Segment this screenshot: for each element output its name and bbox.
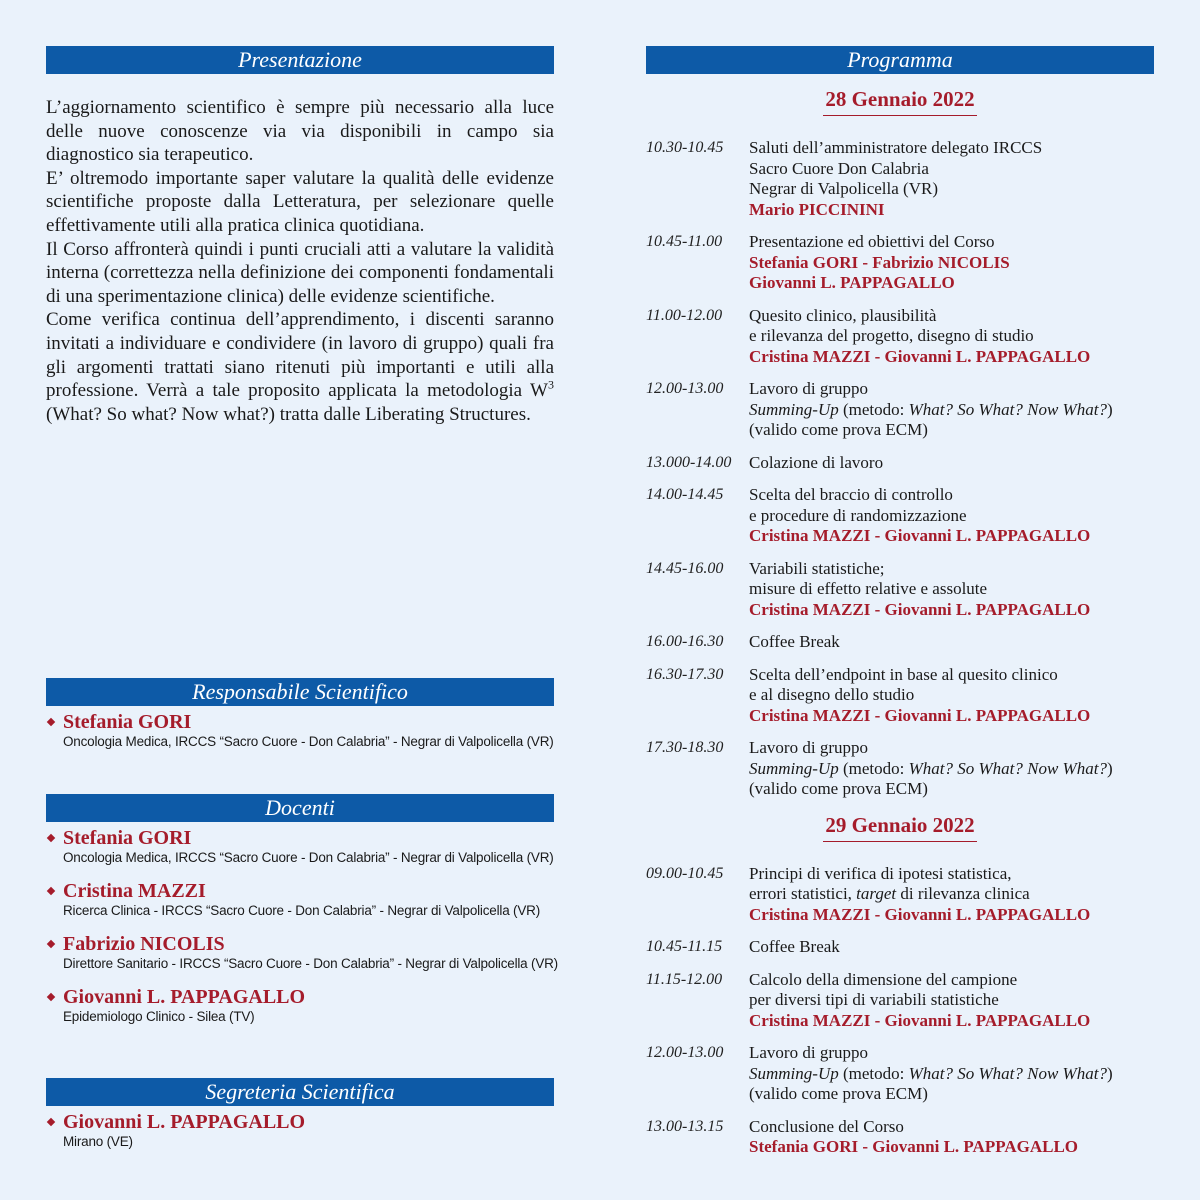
docenti-section	[46, 794, 558, 1026]
right-column	[646, 46, 1154, 1170]
item-time: 11.15-12.00	[646, 970, 723, 988]
segreteria-header: Segreteria Scientifica	[46, 1078, 554, 1106]
person-entry	[46, 880, 554, 920]
item-line: Saluti dell’amministratore delegato IRCCS	[749, 138, 1043, 157]
docenti-header: Docenti	[46, 794, 554, 822]
diamond-bullet-icon	[47, 1118, 55, 1126]
presentazione-header: Presentazione	[46, 46, 554, 74]
item-time: 17.30-18.30	[646, 739, 724, 756]
item-line	[749, 759, 1113, 780]
item-description	[749, 864, 1090, 926]
person-affiliation: Oncologia Medica, IRCCS “Sacro Cuore - Don Calabria” - Negrar di Valpolicella (VR)	[63, 734, 554, 749]
person-name-text: Stefania GORI	[63, 711, 192, 733]
program-items	[646, 864, 1154, 1158]
item-emphasis: Summing-Up	[749, 1063, 839, 1083]
day-heading	[646, 813, 1154, 842]
item-text: errori statistici,	[749, 884, 857, 903]
diamond-bullet-icon	[47, 887, 55, 895]
intro-paragraph: E’ oltremodo importante saper valutare la qualità delle evidenze scientifiche proposte dalla Letteratura, per selezionare quelle effettivamente utili alla pratica clinica quotidiana.	[46, 167, 554, 236]
person-name	[46, 933, 554, 955]
program-item	[646, 232, 1154, 294]
item-line: e rilevanza del progetto, disegno di studio	[749, 326, 1034, 345]
item-line	[749, 884, 1090, 905]
segreteria-section	[46, 1078, 554, 1151]
item-text: (metodo:	[838, 1063, 909, 1083]
item-emphasis: What? So What? Now What?	[908, 1063, 1107, 1083]
item-time: 12.00-13.00	[646, 380, 724, 397]
program-item	[646, 306, 1154, 368]
item-emphasis: target	[856, 884, 897, 903]
item-line: Presentazione ed obiettivi del Corso	[749, 232, 995, 251]
item-time: 16.00-16.30	[646, 633, 724, 650]
day-date: 29 Gennaio 2022	[823, 813, 976, 842]
item-line: Negrar di Valpolicella (VR)	[749, 179, 938, 198]
item-line	[749, 1064, 1113, 1085]
person-name-text: Giovanni L. PAPPAGALLO	[63, 1111, 306, 1133]
item-time: 09.00-10.45	[646, 864, 724, 882]
day-date: 28 Gennaio 2022	[823, 87, 976, 116]
item-time: 10.45-11.15	[646, 938, 723, 955]
intro-paragraph: Il Corso affronterà quindi i punti cruciali atti a valutare la validità interna (correttezza nella definizione dei componenti fondamentali di una sperimentazione clinica) delle evidenze scientifiche.	[46, 238, 554, 307]
item-speaker: Cristina MAZZI - Giovanni L. PAPPAGALLO	[749, 1010, 1091, 1030]
item-description	[749, 738, 1113, 800]
intro-text: (What? So what? Now what?) tratta dalle Liberating Structures.	[46, 403, 531, 425]
item-description	[749, 232, 1010, 294]
programma-days	[646, 87, 1154, 1158]
person-name-text: Cristina MAZZI	[63, 880, 206, 902]
item-time: 14.45-16.00	[646, 559, 724, 577]
intro-superscript: 3	[548, 377, 554, 392]
diamond-bullet-icon	[47, 718, 55, 726]
item-description	[749, 379, 1113, 441]
intro-text: Come verifica continua dell’apprendimento, i discenti saranno invitati a individuare e condividere (in lavoro di gruppo) quali fra gli argomenti trattati siano ritenuti più importanti e utili alla professione. Verrà a tale proposito applicata la metodologia W	[46, 309, 554, 402]
program-item	[646, 1117, 1154, 1158]
item-description	[749, 970, 1090, 1032]
item-time: 13.00-13.15	[646, 1117, 724, 1135]
item-line: Coffee Break	[749, 632, 840, 651]
person-name-text: Fabrizio NICOLIS	[63, 933, 225, 955]
item-emphasis: Summing-Up	[749, 758, 839, 778]
intro-paragraph	[46, 308, 554, 426]
item-time: 10.45-11.00	[646, 233, 723, 250]
item-line: Colazione di lavoro	[749, 452, 884, 472]
program-item	[646, 632, 1154, 653]
segreteria-list	[46, 1111, 554, 1151]
item-line: e al disegno dello studio	[749, 685, 915, 704]
item-description	[749, 485, 1090, 547]
item-line: per diversi tipi di variabili statistiche	[749, 990, 999, 1009]
item-emphasis: Summing-Up	[749, 399, 839, 419]
item-time: 13.000-14.00	[646, 453, 732, 471]
diamond-bullet-icon	[47, 993, 55, 1001]
program-day	[646, 813, 1154, 1158]
item-description	[749, 632, 840, 653]
item-time: 11.00-12.00	[646, 306, 723, 324]
item-line: Lavoro di gruppo	[749, 1043, 868, 1062]
program-day	[646, 87, 1154, 800]
docenti-list	[46, 827, 558, 1026]
program-item	[646, 138, 1154, 220]
program-items	[646, 138, 1154, 800]
item-time: 12.00-13.00	[646, 1044, 724, 1061]
person-name	[46, 986, 554, 1008]
diamond-bullet-icon	[47, 834, 55, 842]
item-description	[749, 306, 1090, 368]
day-heading	[646, 87, 1154, 116]
item-time: 10.30-10.45	[646, 139, 724, 156]
item-line: e procedure di randomizzazione	[749, 505, 967, 525]
item-line: Principi di verifica di ipotesi statistica,	[749, 863, 1012, 883]
item-line: (valido come prova ECM)	[749, 779, 928, 798]
item-speaker: Cristina MAZZI - Giovanni L. PAPPAGALLO	[749, 346, 1091, 366]
person-affiliation: Epidemiologo Clinico - Silea (TV)	[63, 1009, 255, 1024]
item-text: (metodo:	[838, 758, 909, 778]
item-line: Calcolo della dimensione del campione	[749, 969, 1018, 989]
person-entry	[46, 827, 554, 867]
item-speaker: Cristina MAZZI - Giovanni L. PAPPAGALLO	[749, 904, 1091, 924]
person-affiliation: Oncologia Medica, IRCCS “Sacro Cuore - Don Calabria” - Negrar di Valpolicella (VR)	[63, 850, 554, 865]
person-entry	[46, 711, 554, 751]
responsabile-section	[46, 678, 554, 751]
item-speaker: Cristina MAZZI - Giovanni L. PAPPAGALLO	[749, 599, 1091, 619]
presentazione-text	[46, 96, 554, 426]
program-item	[646, 453, 1154, 474]
program-item	[646, 1043, 1154, 1105]
item-emphasis: What? So What? Now What?	[908, 399, 1107, 419]
program-item	[646, 864, 1154, 926]
left-column	[46, 46, 558, 1149]
item-line: Sacro Cuore Don Calabria	[749, 158, 929, 178]
item-description	[749, 453, 883, 474]
program-item	[646, 379, 1154, 441]
item-line: Variabili statistiche;	[749, 558, 885, 578]
item-line: misure di effetto relative e assolute	[749, 579, 988, 598]
intro-paragraph: L’aggiornamento scientifico è sempre più necessario alla luce delle nuove conoscenze via via disponibili in campo sia diagnostico sia terapeutico.	[46, 97, 554, 166]
person-affiliation: Ricerca Clinica - IRCCS “Sacro Cuore - Don Calabria” - Negrar di Valpolicella (VR)	[63, 903, 540, 918]
item-description	[749, 559, 1090, 621]
person-name	[46, 827, 554, 849]
item-line: Conclusione del Corso	[749, 1116, 904, 1136]
person-name	[46, 1111, 554, 1133]
item-line: Lavoro di gruppo	[749, 379, 868, 398]
item-line	[749, 400, 1113, 421]
program-item	[646, 937, 1154, 958]
diamond-bullet-icon	[47, 940, 55, 948]
item-description	[749, 1043, 1113, 1105]
item-emphasis: What? So What? Now What?	[908, 758, 1107, 778]
item-text: )	[1106, 758, 1113, 778]
program-item	[646, 559, 1154, 621]
item-speaker: Cristina MAZZI - Giovanni L. PAPPAGALLO	[749, 526, 1091, 545]
item-description	[749, 937, 840, 958]
person-entry	[46, 986, 554, 1026]
item-speaker: Mario PICCININI	[749, 199, 885, 219]
item-time: 14.00-14.45	[646, 486, 724, 503]
item-text: )	[1106, 1063, 1113, 1083]
item-line: (valido come prova ECM)	[749, 1084, 928, 1103]
item-description	[749, 1117, 1078, 1158]
program-item	[646, 665, 1154, 727]
item-line: (valido come prova ECM)	[749, 420, 928, 439]
item-description	[749, 665, 1090, 727]
item-line: Quesito clinico, plausibilità	[749, 305, 937, 325]
item-speaker: Stefania GORI - Giovanni L. PAPPAGALLO	[749, 1137, 1079, 1156]
item-text: )	[1106, 399, 1113, 419]
item-speaker: Giovanni L. PAPPAGALLO	[749, 273, 955, 292]
program-item	[646, 485, 1154, 547]
responsabile-list	[46, 711, 554, 751]
person-entry	[46, 1111, 554, 1151]
person-name-text: Stefania GORI	[63, 827, 192, 849]
item-speaker: Cristina MAZZI - Giovanni L. PAPPAGALLO	[749, 705, 1091, 725]
person-affiliation: Direttore Sanitario - IRCCS “Sacro Cuore - Don Calabria” - Negrar di Valpolicella (VR)	[63, 956, 558, 971]
program-item	[646, 738, 1154, 800]
item-text: di rilevanza clinica	[896, 884, 1030, 903]
person-name-text: Giovanni L. PAPPAGALLO	[63, 986, 306, 1008]
item-time: 16.30-17.30	[646, 665, 724, 683]
item-description	[749, 138, 1042, 220]
program-item	[646, 970, 1154, 1032]
responsabile-header: Responsabile Scientifico	[46, 678, 554, 706]
item-line: Scelta dell’endpoint in base al quesito clinico	[749, 664, 1058, 684]
person-name	[46, 880, 554, 902]
person-entry	[46, 933, 558, 973]
item-line: Lavoro di gruppo	[749, 738, 868, 757]
item-line: Scelta del braccio di controllo	[749, 485, 953, 504]
item-speaker: Stefania GORI - Fabrizio NICOLIS	[749, 252, 1010, 272]
person-name	[46, 711, 554, 733]
item-line: Coffee Break	[749, 937, 840, 956]
person-affiliation: Mirano (VE)	[63, 1134, 133, 1149]
item-text: (metodo:	[838, 399, 909, 419]
programma-header: Programma	[646, 46, 1154, 74]
